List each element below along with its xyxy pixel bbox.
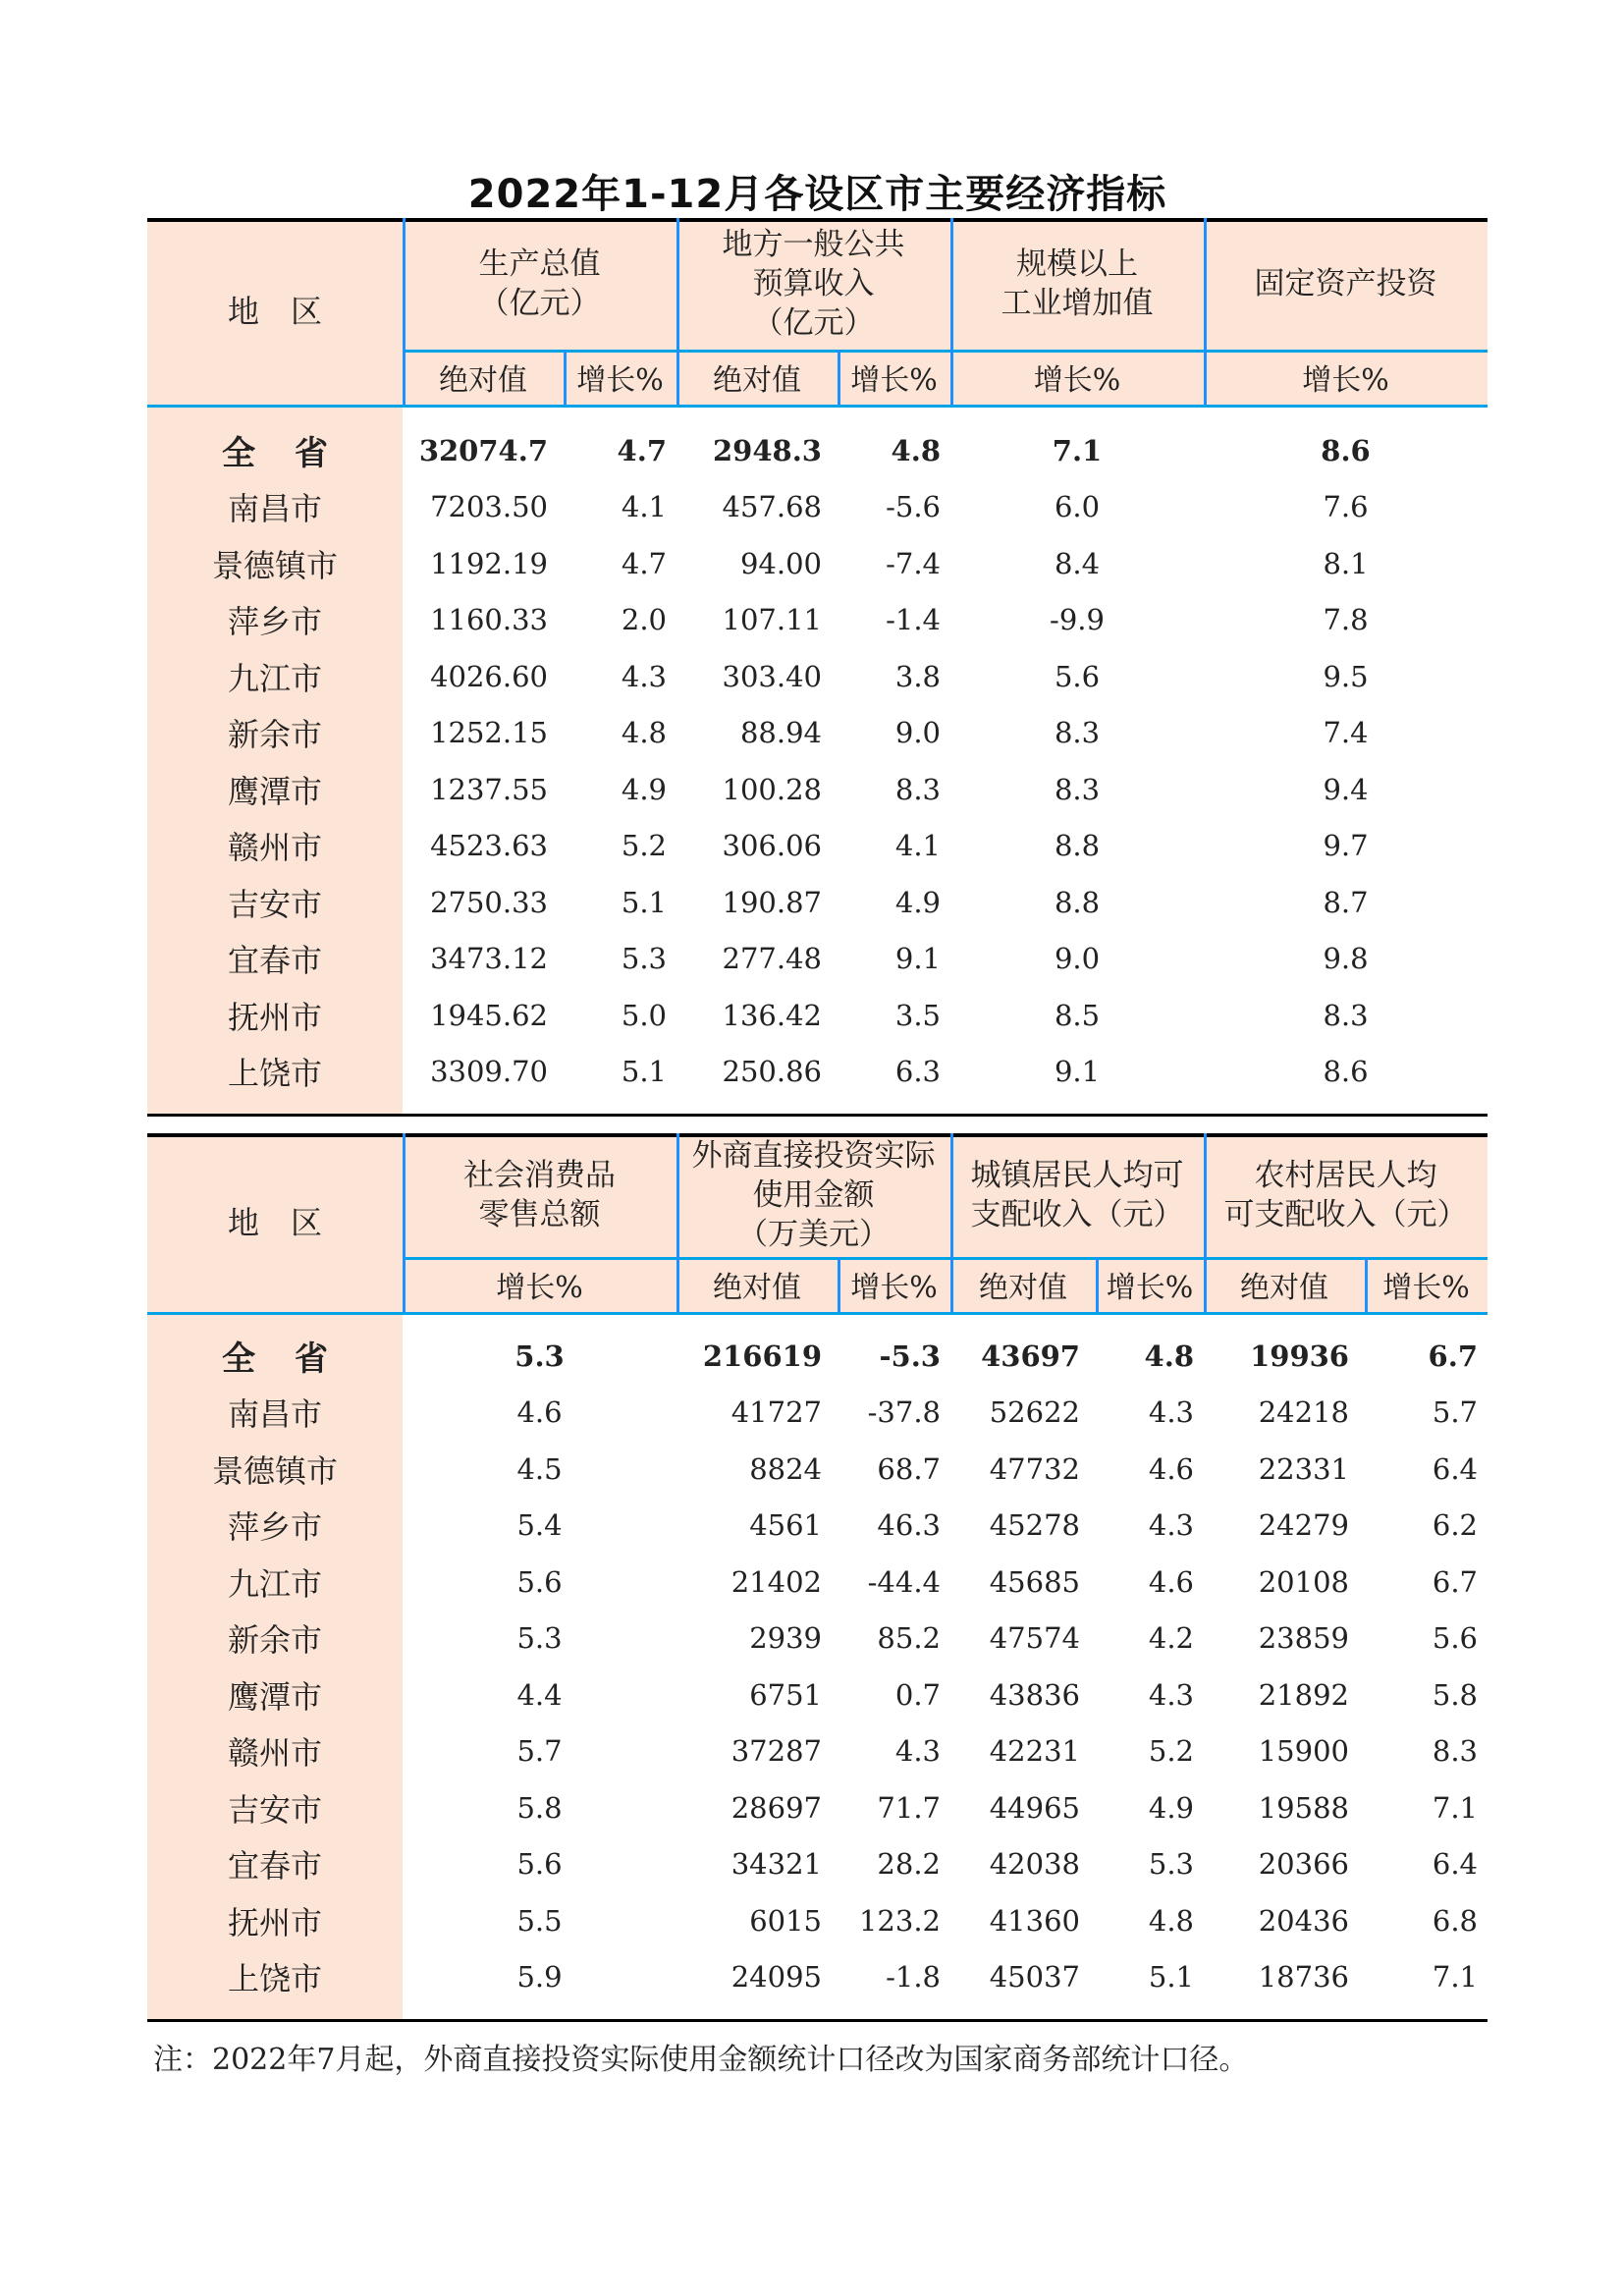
total-region-label: 全省 xyxy=(222,1339,367,1380)
region-label: 景德镇市 xyxy=(211,1451,338,1490)
footnote: 注：2022年7月起，外商直接投资实际使用金额统计口径改为国家商务部统计口径。 xyxy=(153,2043,1249,2077)
group-header-line: （万美元） xyxy=(737,1217,890,1252)
data-cell: 457.68 xyxy=(722,490,822,524)
column-subheader: 增长% xyxy=(1302,363,1389,398)
data-cell: 4.1 xyxy=(894,829,941,863)
region-label: 萍乡市 xyxy=(227,603,322,641)
group-header xyxy=(1204,218,1488,350)
data-cell: -1.8 xyxy=(886,1960,941,1995)
bottom-rule xyxy=(147,1114,1488,1117)
data-cell: 9.0 xyxy=(1054,942,1101,976)
data-cell: 43836 xyxy=(989,1677,1080,1712)
data-cell: 277.48 xyxy=(722,942,822,976)
group-header-line: 使用金额 xyxy=(752,1177,875,1213)
group-header-line: （亿元） xyxy=(478,286,601,321)
data-cell: 19588 xyxy=(1258,1790,1349,1825)
data-cell: 42231 xyxy=(989,1734,1080,1769)
data-cell: 4.2 xyxy=(1148,1621,1194,1656)
data-cell: 4.8 xyxy=(891,433,941,467)
data-cell: 9.4 xyxy=(1323,772,1369,806)
group-header-line: 外商直接投资实际 xyxy=(691,1138,936,1174)
data-cell: -37.8 xyxy=(867,1395,941,1430)
data-cell: 2.0 xyxy=(621,603,667,637)
data-cell: 1252.15 xyxy=(430,716,548,750)
data-cell: 45037 xyxy=(989,1960,1080,1995)
group-header xyxy=(950,1133,1204,1257)
data-cell: 28697 xyxy=(730,1790,822,1825)
data-cell: 5.3 xyxy=(514,1339,565,1373)
data-cell: 41727 xyxy=(730,1395,822,1430)
region-label: 萍乡市 xyxy=(227,1508,322,1547)
data-cell: 42038 xyxy=(989,1847,1080,1882)
data-cell: 8.3 xyxy=(1054,772,1101,806)
data-cell: 18736 xyxy=(1258,1960,1349,1995)
data-cell: 3309.70 xyxy=(430,1055,548,1089)
data-cell: 20366 xyxy=(1258,1847,1349,1882)
column-subheader: 增长% xyxy=(850,1271,938,1305)
column-subheader: 增长% xyxy=(1382,1271,1470,1305)
data-cell: 19936 xyxy=(1250,1339,1349,1373)
data-cell: 3473.12 xyxy=(430,942,548,976)
data-cell: 4.7 xyxy=(621,546,667,580)
region-label: 景德镇市 xyxy=(211,546,338,584)
region-label: 南昌市 xyxy=(227,490,322,528)
region-label: 上饶市 xyxy=(227,1960,322,1998)
economic-indicators-table-1 xyxy=(147,218,1488,1110)
group-header-line: 支配收入（元） xyxy=(970,1197,1184,1232)
data-cell: 2939 xyxy=(749,1621,822,1656)
data-cell: -5.3 xyxy=(879,1339,941,1373)
group-header-line: 生产总值 xyxy=(478,246,601,282)
data-cell: 6.8 xyxy=(1432,1903,1478,1938)
data-cell: 71.7 xyxy=(877,1790,941,1825)
group-header-line: 固定资产投资 xyxy=(1254,266,1437,301)
subheader-divider-line xyxy=(147,405,1488,408)
data-cell: 123.2 xyxy=(858,1903,941,1938)
data-cell: 4.3 xyxy=(1148,1677,1194,1712)
data-cell: -9.9 xyxy=(1050,603,1105,637)
data-cell: 20436 xyxy=(1258,1903,1349,1938)
data-cell: 1160.33 xyxy=(430,603,548,637)
group-header-line: 工业增加值 xyxy=(1001,286,1154,321)
data-cell: 8.8 xyxy=(1054,885,1101,919)
data-cell: 47732 xyxy=(989,1451,1080,1486)
data-cell: -1.4 xyxy=(886,603,941,637)
data-cell: 8824 xyxy=(749,1451,822,1486)
data-cell: 8.6 xyxy=(1321,433,1371,467)
data-cell: 8.5 xyxy=(1054,998,1101,1032)
data-cell: 5.9 xyxy=(516,1960,563,1995)
data-cell: 5.5 xyxy=(516,1903,563,1938)
column-subheader: 绝对值 xyxy=(713,1271,801,1305)
region-label: 吉安市 xyxy=(227,1790,322,1829)
data-cell: 8.8 xyxy=(1054,829,1101,863)
data-cell: 100.28 xyxy=(722,772,822,806)
column-subheader: 增长% xyxy=(496,1271,583,1305)
data-cell: 4.8 xyxy=(1144,1339,1194,1373)
data-cell: 2750.33 xyxy=(430,885,548,919)
data-cell: -7.4 xyxy=(886,546,941,580)
data-cell: 45278 xyxy=(989,1508,1080,1543)
data-cell: 5.6 xyxy=(516,1847,563,1882)
data-cell: 7.4 xyxy=(1323,716,1369,750)
data-cell: 4.7 xyxy=(617,433,667,467)
region-label: 宜春市 xyxy=(227,942,322,980)
region-label: 吉安市 xyxy=(227,885,322,923)
data-cell: 8.4 xyxy=(1054,546,1101,580)
data-cell: 5.3 xyxy=(621,942,667,976)
data-cell: 4.8 xyxy=(621,716,667,750)
data-cell: 15900 xyxy=(1258,1734,1349,1769)
column-subheader: 增长% xyxy=(1033,363,1121,398)
data-cell: 1192.19 xyxy=(430,546,548,580)
data-cell: 1945.62 xyxy=(430,998,548,1032)
data-cell: 4523.63 xyxy=(430,829,548,863)
group-header xyxy=(403,218,676,350)
group-header-line: 地方一般公共 xyxy=(722,227,905,262)
data-cell: 4.6 xyxy=(1148,1564,1194,1599)
data-cell: 303.40 xyxy=(722,659,822,693)
group-header-line: 规模以上 xyxy=(1016,246,1138,282)
data-cell: 7.8 xyxy=(1323,603,1369,637)
group-header xyxy=(950,218,1204,350)
data-cell: 4.9 xyxy=(1148,1790,1194,1825)
data-cell: 216619 xyxy=(702,1339,822,1373)
data-cell: 4.3 xyxy=(1148,1508,1194,1543)
data-cell: 5.6 xyxy=(1432,1621,1478,1656)
region-label: 新余市 xyxy=(227,716,322,754)
data-cell: 85.2 xyxy=(877,1621,941,1656)
data-cell: 24095 xyxy=(730,1960,822,1995)
data-cell: 47574 xyxy=(989,1621,1080,1656)
data-cell: 8.6 xyxy=(1323,1055,1369,1089)
data-cell: 43697 xyxy=(981,1339,1080,1373)
data-cell: 6.7 xyxy=(1432,1564,1478,1599)
data-cell: 1237.55 xyxy=(430,772,548,806)
data-cell: 5.1 xyxy=(621,885,667,919)
data-cell: 6015 xyxy=(749,1903,822,1938)
data-cell: 34321 xyxy=(730,1847,822,1882)
data-cell: 4026.60 xyxy=(430,659,548,693)
data-cell: 6.2 xyxy=(1432,1508,1478,1543)
data-cell: 2948.3 xyxy=(713,433,822,467)
data-cell: 0.7 xyxy=(894,1677,941,1712)
data-cell: 8.3 xyxy=(1432,1734,1478,1769)
region-label: 九江市 xyxy=(227,659,322,697)
page-title: 2022年1-12月各设区市主要经济指标 xyxy=(467,172,1167,217)
data-cell: 5.1 xyxy=(621,1055,667,1089)
column-subheader: 增长% xyxy=(850,363,938,398)
data-cell: 9.8 xyxy=(1323,942,1369,976)
group-header-line: 零售总额 xyxy=(478,1197,601,1232)
data-cell: 8.3 xyxy=(894,772,941,806)
region-header: 地 区 xyxy=(227,293,322,330)
data-cell: 9.0 xyxy=(894,716,941,750)
data-cell: 250.86 xyxy=(722,1055,822,1089)
column-subheader: 绝对值 xyxy=(713,363,801,398)
data-cell: 21892 xyxy=(1258,1677,1349,1712)
data-cell: 7203.50 xyxy=(430,490,548,524)
region-label: 新余市 xyxy=(227,1621,322,1660)
data-cell: 4.3 xyxy=(894,1734,941,1769)
data-cell: 7.1 xyxy=(1432,1790,1478,1825)
group-header xyxy=(676,218,950,350)
data-cell: -5.6 xyxy=(886,490,941,524)
data-cell: 5.7 xyxy=(516,1734,563,1769)
region-label: 鹰潭市 xyxy=(227,1677,322,1716)
economic-indicators-table-2 xyxy=(147,1133,1488,2019)
data-cell: 45685 xyxy=(989,1564,1080,1599)
data-cell: 24218 xyxy=(1258,1395,1349,1430)
data-cell: 8.7 xyxy=(1323,885,1369,919)
column-subheader: 增长% xyxy=(1106,1271,1194,1305)
data-cell: 5.2 xyxy=(621,829,667,863)
region-label: 鹰潭市 xyxy=(227,772,322,810)
column-subheader: 绝对值 xyxy=(439,363,527,398)
group-header-line: 社会消费品 xyxy=(463,1158,616,1193)
data-cell: 5.8 xyxy=(516,1790,563,1825)
data-cell: 6.0 xyxy=(1054,490,1101,524)
region-label: 赣州市 xyxy=(227,829,322,867)
group-header-line: 预算收入 xyxy=(752,266,875,301)
data-cell: 4561 xyxy=(749,1508,822,1543)
data-cell: 5.4 xyxy=(516,1508,563,1543)
data-cell: 94.00 xyxy=(739,546,822,580)
region-label: 南昌市 xyxy=(227,1395,322,1434)
region-header: 地 区 xyxy=(227,1204,322,1241)
data-cell: 5.6 xyxy=(516,1564,563,1599)
column-subheader: 绝对值 xyxy=(1240,1271,1328,1305)
data-cell: 6.4 xyxy=(1432,1451,1478,1486)
data-cell: 32074.7 xyxy=(418,433,548,467)
data-cell: 44965 xyxy=(989,1790,1080,1825)
region-label: 上饶市 xyxy=(227,1055,322,1093)
data-cell: 37287 xyxy=(730,1734,822,1769)
data-cell: 4.8 xyxy=(1148,1903,1194,1938)
data-cell: 68.7 xyxy=(877,1451,941,1486)
data-cell: 7.1 xyxy=(1432,1960,1478,1995)
data-cell: 6.7 xyxy=(1428,1339,1478,1373)
group-header xyxy=(1204,1133,1488,1257)
data-cell: 5.8 xyxy=(1432,1677,1478,1712)
data-cell: 9.1 xyxy=(1054,1055,1101,1089)
group-header-line: 可支配收入（元） xyxy=(1223,1197,1468,1232)
data-cell: 4.1 xyxy=(621,490,667,524)
data-cell: 20108 xyxy=(1258,1564,1349,1599)
data-cell: 4.6 xyxy=(1148,1451,1194,1486)
data-cell: -44.4 xyxy=(867,1564,941,1599)
group-header-line: 农村居民人均 xyxy=(1254,1158,1437,1193)
region-label: 抚州市 xyxy=(227,1903,322,1941)
data-cell: 136.42 xyxy=(722,998,822,1032)
data-cell: 9.7 xyxy=(1323,829,1369,863)
data-cell: 46.3 xyxy=(877,1508,941,1543)
data-cell: 8.3 xyxy=(1323,998,1369,1032)
data-cell: 24279 xyxy=(1258,1508,1349,1543)
data-cell: 5.3 xyxy=(1148,1847,1194,1882)
data-cell: 28.2 xyxy=(877,1847,941,1882)
data-cell: 3.8 xyxy=(894,659,941,693)
data-cell: 7.1 xyxy=(1052,433,1103,467)
group-header-line: 城镇居民人均可 xyxy=(970,1158,1184,1193)
data-cell: 88.94 xyxy=(739,716,822,750)
data-cell: 6.4 xyxy=(1432,1847,1478,1882)
data-cell: 9.5 xyxy=(1323,659,1369,693)
data-cell: 4.3 xyxy=(621,659,667,693)
data-cell: 23859 xyxy=(1258,1621,1349,1656)
data-cell: 9.1 xyxy=(894,942,941,976)
column-subheader: 绝对值 xyxy=(979,1271,1067,1305)
data-cell: 8.3 xyxy=(1054,716,1101,750)
data-cell: 22331 xyxy=(1258,1451,1349,1486)
data-cell: 41360 xyxy=(989,1903,1080,1938)
data-cell: 306.06 xyxy=(722,829,822,863)
group-header xyxy=(403,1133,676,1257)
region-label: 抚州市 xyxy=(227,998,322,1036)
region-label: 赣州市 xyxy=(227,1734,322,1773)
data-cell: 21402 xyxy=(730,1564,822,1599)
data-cell: 107.11 xyxy=(722,603,822,637)
data-cell: 3.5 xyxy=(894,998,941,1032)
data-cell: 52622 xyxy=(989,1395,1080,1430)
data-cell: 5.7 xyxy=(1432,1395,1478,1430)
data-cell: 4.6 xyxy=(516,1395,563,1430)
data-cell: 5.0 xyxy=(621,998,667,1032)
data-cell: 4.3 xyxy=(1148,1395,1194,1430)
group-header xyxy=(676,1133,950,1257)
data-cell: 5.2 xyxy=(1148,1734,1194,1769)
data-cell: 4.4 xyxy=(516,1677,563,1712)
data-cell: 6.3 xyxy=(894,1055,941,1089)
column-subheader: 增长% xyxy=(576,363,664,398)
data-cell: 5.6 xyxy=(1054,659,1101,693)
subheader-divider-line xyxy=(147,1312,1488,1315)
total-region-label: 全省 xyxy=(222,434,367,474)
data-cell: 6751 xyxy=(749,1677,822,1712)
data-cell: 5.1 xyxy=(1148,1960,1194,1995)
data-cell: 7.6 xyxy=(1323,490,1369,524)
data-cell: 4.9 xyxy=(894,885,941,919)
group-header-line: （亿元） xyxy=(752,305,875,341)
data-cell: 190.87 xyxy=(722,885,822,919)
bottom-rule xyxy=(147,2019,1488,2022)
data-cell: 5.3 xyxy=(516,1621,563,1656)
region-label: 宜春市 xyxy=(227,1847,322,1886)
data-cell: 4.9 xyxy=(621,772,667,806)
data-cell: 4.5 xyxy=(516,1451,563,1486)
region-label: 九江市 xyxy=(227,1564,322,1603)
data-cell: 8.1 xyxy=(1323,546,1369,580)
